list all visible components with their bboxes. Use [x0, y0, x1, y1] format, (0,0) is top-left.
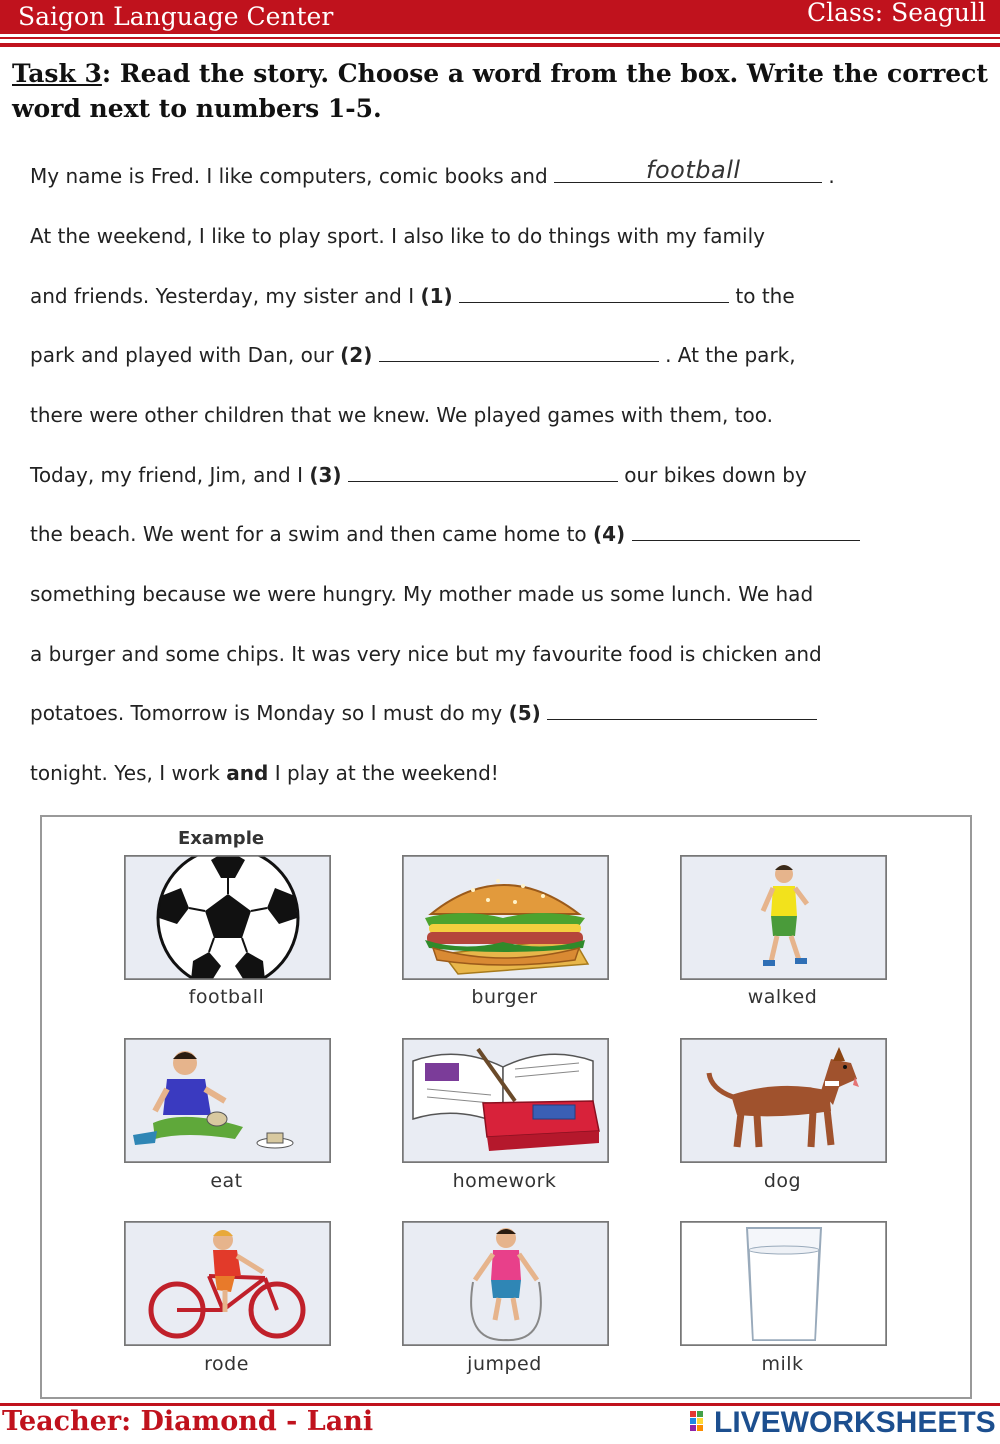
word-walked: walked	[747, 986, 818, 1008]
answer-blank-3[interactable]	[348, 463, 618, 482]
bicycle-boy-icon	[125, 1222, 330, 1345]
story-line-3: and friends. Yesterday, my sister and I (1) to the	[30, 284, 795, 308]
story-line-4: park and played with Dan, our (2) . At the park,	[30, 343, 796, 367]
burger-icon	[403, 856, 608, 979]
picture-milk	[680, 1221, 887, 1346]
picture-rode	[124, 1221, 331, 1346]
header-divider-thick	[0, 43, 1000, 47]
story-line-6: Today, my friend, Jim, and I (3) our bikes down by	[30, 463, 807, 487]
blank-number-1: (1)	[420, 284, 453, 308]
walking-boy-icon	[681, 856, 886, 979]
story-line-8: something because we were hungry. My mother made us some lunch. We had	[30, 582, 814, 606]
word-dog: dog	[763, 1170, 802, 1192]
word-burger: burger	[471, 986, 538, 1008]
example-blank	[554, 156, 822, 184]
word-homework: homework	[452, 1170, 557, 1192]
school-name: Saigon Language Center	[18, 2, 334, 31]
teacher-name: Teacher: Diamond - Lani	[2, 1406, 374, 1437]
answer-blank-4[interactable]	[632, 522, 860, 541]
story-line-7: the beach. We went for a swim and then came home to (4)	[30, 522, 970, 546]
blank-number-5: (5)	[508, 701, 541, 725]
story-line-9: a burger and some chips. It was very nice but my favourite food is chicken and	[30, 642, 822, 666]
picture-dog	[680, 1038, 887, 1163]
story-line-5: there were other children that we knew. We played games with them, too.	[30, 403, 774, 427]
story-line-10: potatoes. Tomorrow is Monday so I must do my (5)	[30, 701, 970, 725]
blank-number-2: (2)	[340, 343, 373, 367]
word-jumped: jumped	[467, 1353, 542, 1375]
story-line-11: tonight. Yes, I work and I play at the weekend!	[30, 761, 499, 785]
blank-number-4: (4)	[593, 522, 626, 546]
task-instruction	[12, 56, 992, 126]
eating-boy-icon	[125, 1039, 330, 1162]
class-label: Class: Seagull	[807, 0, 986, 27]
picture-walked	[680, 855, 887, 980]
glass-of-milk-icon	[681, 1222, 886, 1345]
liveworksheets-logo-icon	[690, 1411, 710, 1437]
brand-name: LIVEWORKSHEETS	[714, 1406, 996, 1439]
answer-blank-5[interactable]	[547, 701, 817, 720]
blank-number-3: (3)	[309, 463, 342, 487]
answer-blank-2[interactable]	[379, 343, 659, 362]
example-label: Example	[178, 828, 265, 849]
skipping-boy-icon	[403, 1222, 608, 1345]
story-line-1: My name is Fred. I like computers, comic books and football .	[30, 156, 835, 188]
story-line-2: At the weekend, I like to play sport. I also like to do things with my family	[30, 224, 765, 248]
header-divider	[0, 37, 1000, 39]
picture-burger	[402, 855, 609, 980]
picture-homework	[402, 1038, 609, 1163]
header-bar	[0, 0, 1000, 34]
picture-eat	[124, 1038, 331, 1163]
football-icon	[125, 856, 330, 979]
example-answer: football	[646, 156, 741, 184]
task-text: : Read the story. Choose a word from the box. Write the correct word next to numbers 1-5.	[12, 59, 988, 123]
task-label: Task 3	[12, 59, 102, 88]
picture-jumped	[402, 1221, 609, 1346]
word-eat: eat	[210, 1170, 243, 1192]
books-icon	[403, 1039, 608, 1162]
word-football: football	[188, 986, 265, 1008]
dog-icon	[681, 1039, 886, 1162]
word-milk: milk	[761, 1353, 804, 1375]
picture-football	[124, 855, 331, 980]
answer-blank-1[interactable]	[459, 284, 729, 303]
word-rode: rode	[204, 1353, 249, 1375]
